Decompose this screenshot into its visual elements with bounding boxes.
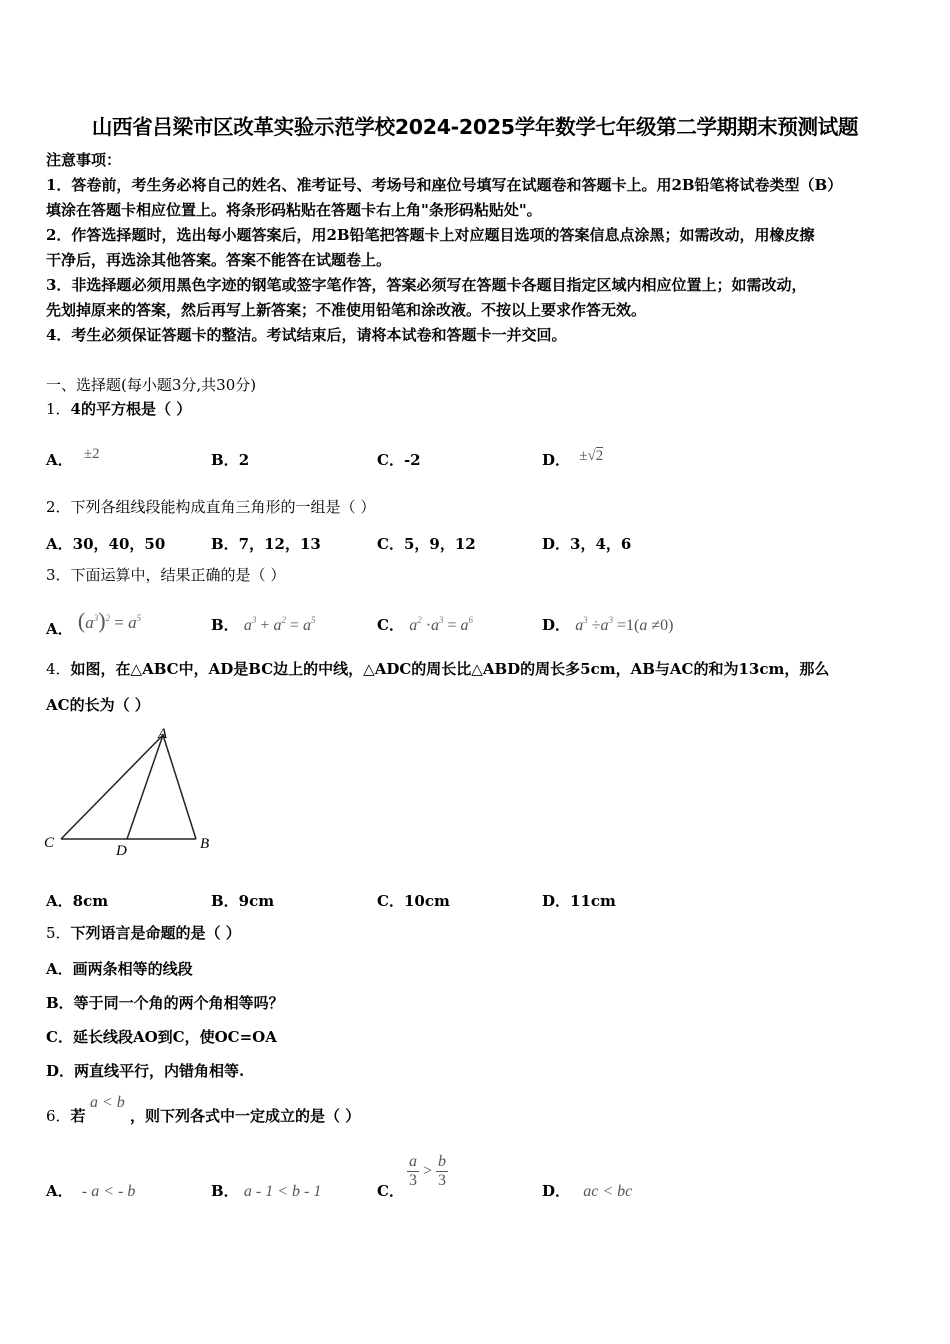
question-stem: 4的平方根是（ ） [70, 400, 192, 418]
question-5 [46, 921, 241, 946]
question-1 [46, 397, 191, 422]
q4-option-a[interactable]: A．8cm [46, 892, 109, 910]
question-stem-post: ，则下列各式中一定成立的是（ ） [130, 1107, 361, 1125]
question-3 [46, 563, 285, 588]
question-stem: 如图，在△ABC中，AD是BC边上的中线，△ADC的周长比△ABD的周长多5cm，AB与AC的和为13cm，那么 [70, 660, 830, 678]
q3-option-c[interactable] [377, 614, 473, 635]
q2-option-a[interactable]: A．30，40，50 [46, 535, 166, 553]
q3-option-b[interactable] [211, 614, 315, 635]
q6-condition: a < b [90, 1094, 125, 1111]
notice-line: 1．答卷前，考生务必将自己的姓名、准考证号、考场号和座位号填写在试题卷和答题卡上。用2B铅笔将试卷类型（B） [46, 176, 843, 194]
notice-line: 先划掉原来的答案，然后再写上新答案；不准使用铅笔和涂改液。不按以上要求作答无效。 [46, 301, 647, 319]
q3-option-a[interactable] [46, 608, 142, 640]
question-number: 1． [46, 400, 71, 418]
option-math: $a^3 \div a^3 =1(a \ne 0)$ [575, 615, 674, 634]
question-4 [46, 657, 829, 682]
median-ad [127, 735, 163, 839]
fraction: $\frac{a}{3}$ [409, 1153, 417, 1189]
option-math: ±2 [83, 446, 100, 462]
q6-option-b[interactable] [211, 1180, 321, 1201]
vertex-label-b: B [200, 836, 210, 852]
notice-line: 2．作答选择题时，选出每小题答案后，用2B铅笔把答题卡上对应题目选项的答案信息点涂黑；如需改动，用橡皮擦 [46, 226, 815, 244]
option-math: ±√2 [579, 448, 604, 464]
option-text: -2 [403, 451, 421, 469]
notice-line: 3．非选择题必须用黑色字迹的钢笔或签字笔作答，答案必须写在答题卡各题目指定区域内相应位置上；如需改动， [46, 276, 807, 294]
point-label-d: D [116, 843, 127, 859]
notice-heading: 注意事项： [46, 151, 122, 169]
question-number: 5． [46, 924, 71, 942]
option-label: C． [377, 451, 404, 469]
notice-line: 填涂在答题卡相应位置上。将条形码粘贴在答题卡右上角"条形码粘贴处"。 [46, 201, 542, 219]
q3-option-d[interactable] [542, 614, 674, 635]
vertex-label-c: C [44, 835, 55, 851]
question-4-cont [46, 693, 150, 718]
option-label: B． [211, 616, 239, 634]
q6-option-d[interactable] [542, 1180, 632, 1201]
question-2 [46, 495, 375, 520]
option-math: $a^2 \cdot a^3 = a^6$ [409, 615, 474, 634]
q4-option-d[interactable]: D．11cm [542, 892, 616, 910]
option-label: A． [46, 451, 73, 469]
q5-option-c[interactable]: C．延长线段AO到C，使OC=OA [46, 1028, 277, 1046]
option-math: a - 1 < b - 1 [243, 1183, 322, 1200]
side-ca [61, 735, 163, 839]
question-stem: 下列各组线段能构成直角三角形的一组是（ ） [70, 498, 376, 516]
q2-option-b[interactable]: B．7，12，13 [211, 535, 321, 553]
option-label: B． [211, 451, 239, 469]
triangle-figure [40, 718, 230, 863]
option-math: ac < bc [583, 1183, 633, 1200]
q1-option-b[interactable] [211, 449, 249, 470]
question-number: 2． [46, 498, 71, 516]
q5-option-d[interactable]: D．两直线平行，内错角相等. [46, 1062, 245, 1080]
option-math: - a < - b [81, 1183, 136, 1200]
q6-option-a[interactable] [46, 1180, 135, 1201]
section-heading: 一、选择题(每小题3分,共30分) [46, 376, 257, 394]
question-6-cont [130, 1104, 360, 1129]
notice-line: 4．考生必须保证答题卡的整洁。考试结束后，请将本试卷和答题卡一并交回。 [46, 326, 567, 344]
option-math: $a^3 + a^2 = a^5$ [243, 615, 316, 634]
q1-option-a[interactable] [46, 446, 100, 470]
q2-option-c[interactable]: C．5，9，12 [377, 535, 476, 553]
question-stem: 下面运算中，结果正确的是（ ） [70, 566, 286, 584]
notice-line: 干净后，再选涂其他答案。答案不能答在试题卷上。 [46, 251, 392, 269]
question-6 [46, 1104, 86, 1129]
page-title: 山西省吕梁市区改革实验示范学校2024-2025学年数学七年级第二学期期末预测试题 [91, 115, 859, 139]
q5-option-b[interactable]: B．等于同一个角的两个角相等吗？ [46, 994, 284, 1012]
q6-option-c-math: $\frac{a}{3}$ > $\frac{b}{3}$ [409, 1153, 447, 1189]
vertex-label-a: A [158, 726, 168, 742]
question-stem-pre: 若 [70, 1107, 86, 1125]
question-number: 6． [46, 1107, 71, 1125]
q2-option-d[interactable]: D．3，4，6 [542, 535, 632, 553]
side-ab [163, 735, 196, 839]
question-number: 4． [46, 660, 71, 678]
option-label: D． [542, 1182, 571, 1200]
question-number: 3． [46, 566, 71, 584]
q1-option-d[interactable] [542, 448, 604, 470]
fraction: $\frac{b}{3}$ [438, 1153, 447, 1189]
question-stem: AC的长为（ ） [46, 696, 150, 714]
q1-option-c[interactable] [377, 449, 421, 470]
radical-sign: √ [587, 448, 596, 464]
question-stem: 下列语言是命题的是（ ） [70, 924, 241, 942]
q6-option-c-label[interactable]: C． [377, 1182, 404, 1200]
q4-option-b[interactable]: B．9cm [211, 892, 275, 910]
q5-option-a[interactable]: A．画两条相等的线段 [46, 960, 193, 978]
option-math: $(a^3)^2 = a^5$ [77, 608, 142, 633]
option-label: A． [46, 620, 73, 638]
option-label: D． [542, 616, 571, 634]
option-label: B． [211, 1182, 239, 1200]
option-label: A． [46, 1182, 73, 1200]
option-text: 2 [238, 451, 250, 469]
option-label: D． [542, 451, 571, 469]
option-label: C． [377, 616, 404, 634]
q4-option-c[interactable]: C．10cm [377, 892, 450, 910]
